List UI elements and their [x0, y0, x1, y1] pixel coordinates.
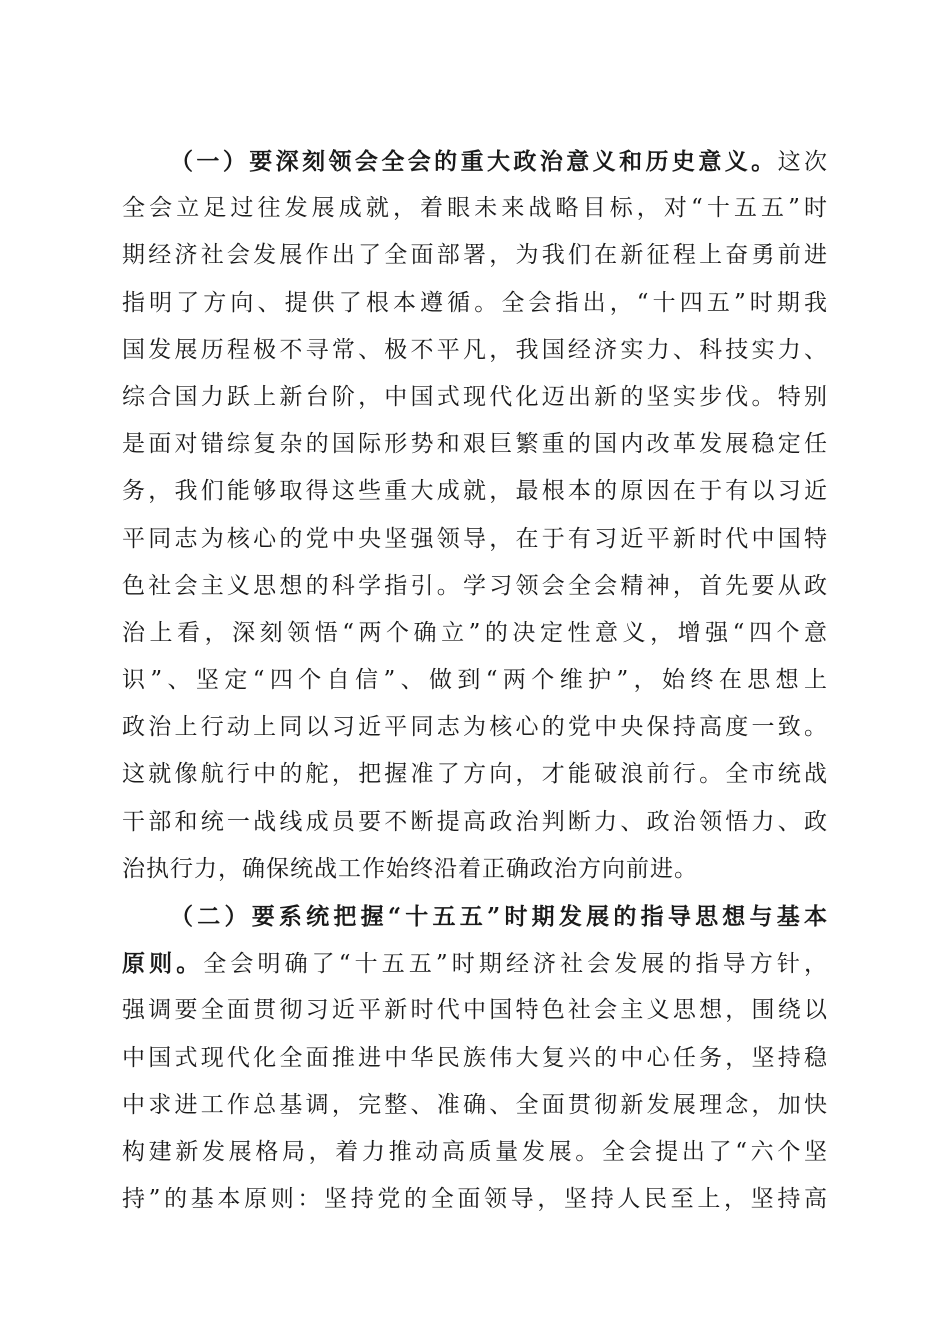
paragraph-line: 中国式现代化全面推进中华民族伟大复兴的中心任务，坚持稳 [122, 1044, 828, 1071]
section-1-text: 这次 [777, 149, 829, 175]
paragraph-line: 指明了方向、提供了根本遵循。全会指出，“十四五”时期我 [122, 289, 828, 316]
paragraph-line: 构建新发展格局，着力推动高质量发展。全会提出了“六个坚 [122, 1138, 828, 1165]
paragraph-line: 持”的基本原则：坚持党的全面领导，坚持人民至上，坚持高 [122, 1186, 828, 1213]
paragraph-line: 色社会主义思想的科学指引。学习领会全会精神，首先要从政 [122, 572, 828, 599]
section-2-text: 全会明确了“十五五”时期经济社会发展的指导方针， [203, 951, 828, 978]
paragraph-line: 综合国力跃上新台阶，中国式现代化迈出新的坚实步伐。特别 [122, 383, 828, 410]
document-body [122, 138, 828, 1223]
paragraph-line: 全会立足过往发展成就，着眼未来战略目标，对“十五五”时 [122, 195, 828, 222]
section-1-line-1 [122, 138, 828, 185]
paragraph-line: 识”、坚定“四个自信”、做到“两个维护”，始终在思想上 [122, 667, 828, 694]
paragraph-line: 是面对错综复杂的国际形势和艰巨繁重的国内改革发展稳定任 [122, 431, 828, 458]
paragraph-line: 政治上行动上同以习近平同志为核心的党中央保持高度一致。 [122, 714, 828, 741]
paragraph-line: 期经济社会发展作出了全面部署，为我们在新征程上奋勇前进 [122, 242, 828, 269]
paragraph-line: 务，我们能够取得这些重大成就，最根本的原因在于有以习近 [122, 478, 828, 505]
paragraph-line: 干部和统一战线成员要不断提高政治判断力、政治领悟力、政 [122, 808, 828, 835]
paragraph-line: 这就像航行中的舵，把握准了方向，才能破浪前行。全市统战 [122, 761, 828, 788]
section-2-line-2 [122, 940, 828, 987]
paragraph-line: 平同志为核心的党中央坚强领导，在于有习近平新时代中国特 [122, 525, 828, 552]
paragraph-line: 国发展历程极不寻常、极不平凡，我国经济实力、科技实力、 [122, 336, 828, 363]
paragraph-line: 中求进工作总基调，完整、准确、全面贯彻新发展理念，加快 [122, 1091, 828, 1118]
section-2-heading: （二）要系统把握“十五五”时期发展的指导思想与基本 [170, 903, 828, 930]
paragraph-line: 治执行力，确保统战工作始终沿着正确政治方向前进。 [122, 855, 698, 882]
paragraph-line: 强调要全面贯彻习近平新时代中国特色社会主义思想，围绕以 [122, 997, 828, 1024]
section-1-heading: （一）要深刻领会全会的重大政治意义和历史意义。 [170, 148, 778, 175]
paragraph-line: 治上看，深刻领悟“两个确立”的决定性意义，增强“四个意 [122, 619, 828, 646]
section-2-heading-end: 原则。 [122, 950, 204, 978]
